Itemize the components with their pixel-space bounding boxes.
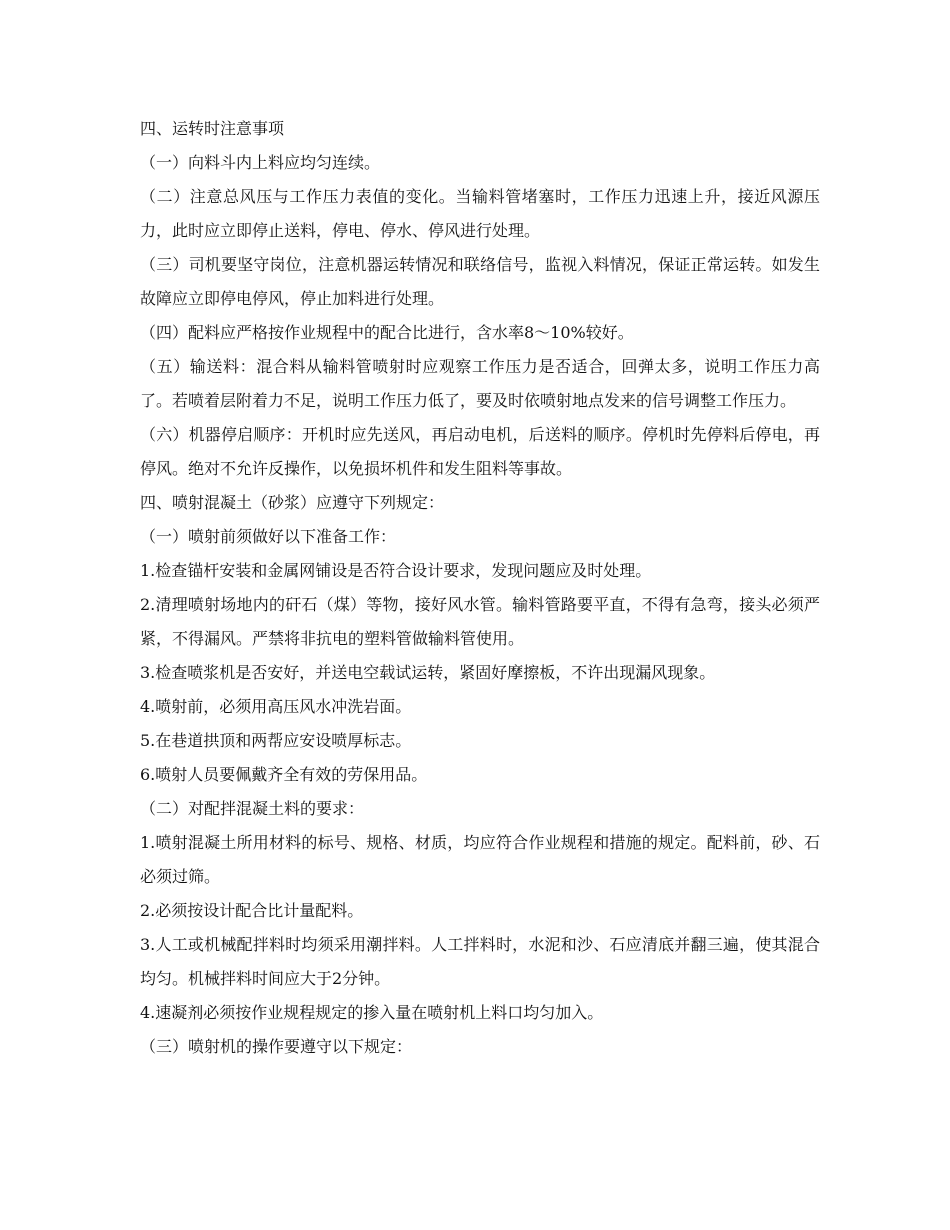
list-item: 2.必须按设计配合比计量配料。 xyxy=(140,901,364,920)
list-item: 2.清理喷射场地内的矸石（煤）等物，接好风水管。输料管路要平直，不得有急弯，接头必须严紧，不得漏风。严禁将非抗电的塑料管做输料管使用。 xyxy=(140,595,820,648)
list-item: 1.检查锚杆安装和金属网铺设是否符合设计要求，发现问题应及时处理。 xyxy=(140,561,652,580)
subsection-heading: （三）喷射机的操作要遵守以下规定： xyxy=(140,1037,413,1056)
paragraph-item: （四）配料应严格按作业规程中的配合比进行，含水率8～10%较好。 xyxy=(140,323,634,342)
paragraph-item: （二）注意总风压与工作压力表值的变化。当输料管堵塞时，工作压力迅速上升，接近风源压力，此时应立即停止送料，停电、停水、停风进行处理。 xyxy=(140,187,820,240)
paragraph-item: （五）输送料：混合料从输料管喷射时应观察工作压力是否适合，回弹太多，说明工作压力高了。若喷着层附着力不足，说明工作压力低了，要及时依喷射地点发来的信号调整工作压力。 xyxy=(140,357,820,410)
list-item: 6.喷射人员要佩戴齐全有效的劳保用品。 xyxy=(140,765,428,784)
list-item: 4.速凝剂必须按作业规程规定的掺入量在喷射机上料口均匀加入。 xyxy=(140,1003,604,1022)
list-item: 5.在巷道拱顶和两帮应安设喷厚标志。 xyxy=(140,731,412,750)
paragraph-item: （六）机器停启顺序：开机时应先送风，再启动电机，后送料的顺序。停机时先停料后停电，再停风。绝对不允许反操作，以免损坏机件和发生阻料等事故。 xyxy=(140,425,820,478)
list-item: 1.喷射混凝土所用材料的标号、规格、材质，均应符合作业规程和措施的规定。配料前，砂、石必须过筛。 xyxy=(140,833,820,886)
paragraph-item: （一）向料斗内上料应均匀连续。 xyxy=(140,153,381,172)
section-heading-operation: 四、运转时注意事项 xyxy=(140,119,285,138)
list-item: 3.检查喷浆机是否安好，并送电空载试运转，紧固好摩擦板，不许出现漏风现象。 xyxy=(140,663,716,682)
subsection-heading: （二）对配拌混凝土料的要求： xyxy=(140,799,365,818)
paragraph-item: （三）司机要坚守岗位，注意机器运转情况和联络信号，监视入料情况，保证正常运转。如发生故障应立即停电停风，停止加料进行处理。 xyxy=(140,255,820,308)
document-page xyxy=(140,112,820,1064)
subsection-heading: （一）喷射前须做好以下准备工作： xyxy=(140,527,397,546)
list-item: 3.人工或机械配拌料时均须采用潮拌料。人工拌料时，水泥和沙、石应清底并翻三遍，使其混合均匀。机械拌料时间应大于2分钟。 xyxy=(140,935,820,988)
section-heading-spraying: 四、喷射混凝土（砂浆）应遵守下列规定： xyxy=(140,493,445,512)
list-item: 4.喷射前，必须用高压风水冲洗岩面。 xyxy=(140,697,412,716)
